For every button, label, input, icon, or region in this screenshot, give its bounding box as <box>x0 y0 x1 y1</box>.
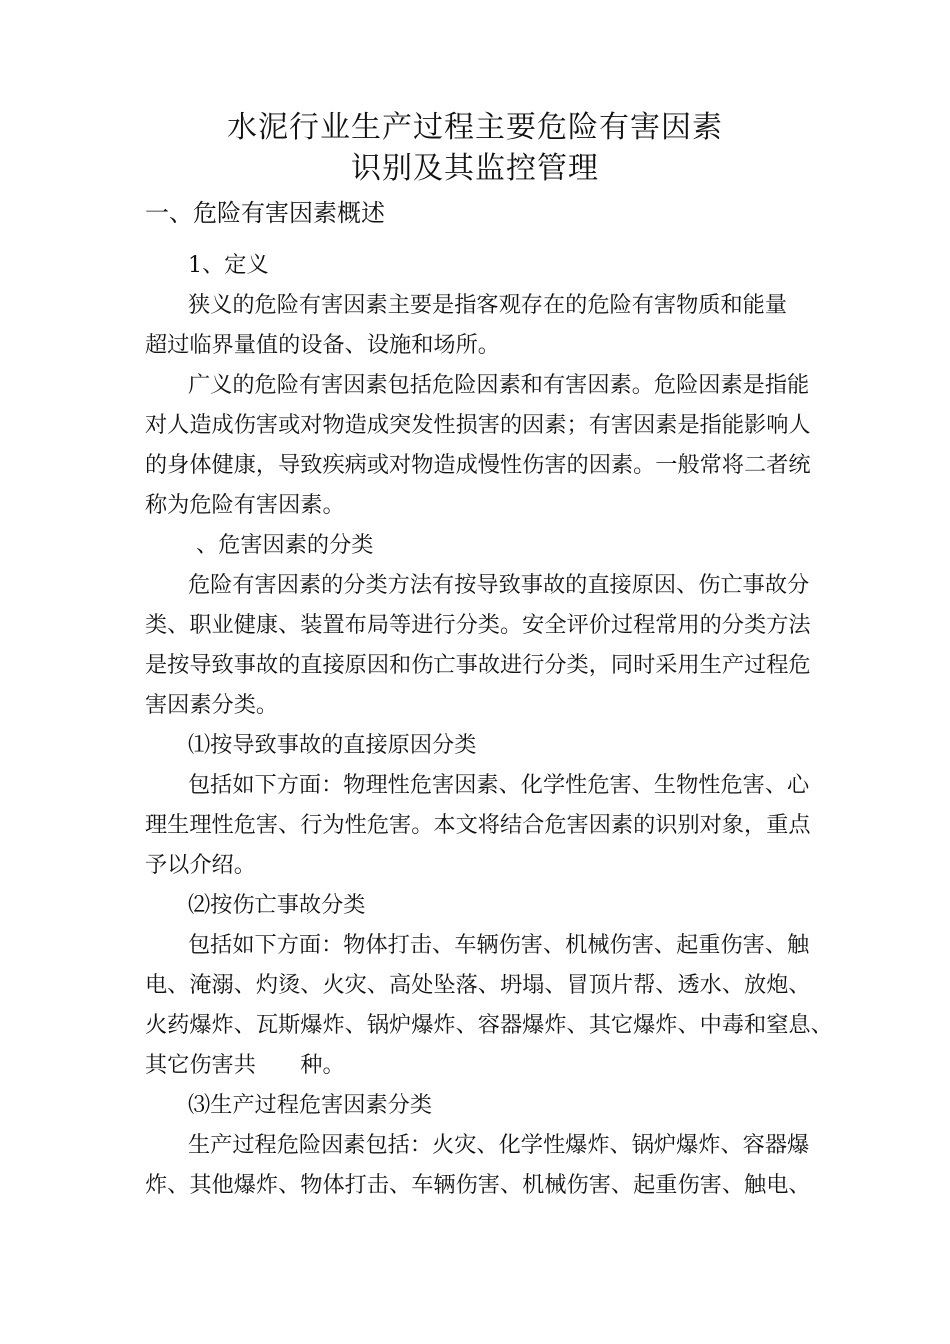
paragraph-line: 炸、其他爆炸、物体打击、车辆伤害、机械伤害、起重伤害、触电、 <box>145 1172 811 1198</box>
paragraph-line: 狭义的危险有害因素主要是指客观存在的危险有害物质和能量 <box>188 292 788 318</box>
paragraph-line: 生产过程危险因素包括：火灾、化学性爆炸、锅炉爆炸、容器爆 <box>188 1132 810 1158</box>
paragraph-line: 包括如下方面：物理性危害因素、化学性危害、生物性危害、心 <box>188 772 810 798</box>
paragraph-line: 包括如下方面：物体打击、车辆伤害、机械伤害、起重伤害、触 <box>188 932 810 958</box>
paragraph-line: 理生理性危害、行为性危害。本文将结合危害因素的识别对象，重点 <box>145 812 811 838</box>
document-title-line-2: 识别及其监控管理 <box>351 151 599 186</box>
paragraph-line: 其它伤害共 种。 <box>145 1052 345 1078</box>
paragraph-line: 电、淹溺、灼烫、火灾、高处坠落、坍塌、冒顶片帮、透水、放炮、 <box>145 972 811 998</box>
paragraph-line: 超过临界量值的设备、设施和场所。 <box>145 332 500 358</box>
item-heading-direct-cause: ⑴按导致事故的直接原因分类 <box>188 732 477 758</box>
subheading-classification: 、危害因素的分类 <box>196 532 374 558</box>
paragraph-line: 的身体健康，导致疾病或对物造成慢性伤害的因素。一般常将二者统 <box>145 452 811 478</box>
paragraph-line: 害因素分类。 <box>145 692 279 718</box>
item-heading-casualty: ⑵按伤亡事故分类 <box>188 892 366 918</box>
item-heading-production-process: ⑶生产过程危害因素分类 <box>188 1092 433 1118</box>
paragraph-line: 予以介绍。 <box>145 852 256 878</box>
paragraph-line: 火药爆炸、瓦斯爆炸、锅炉爆炸、容器爆炸、其它爆炸、中毒和窒息、 <box>145 1012 833 1038</box>
paragraph-line: 称为危险有害因素。 <box>145 492 345 518</box>
paragraph-line: 对人造成伤害或对物造成突发性损害的因素；有害因素是指能影响人 <box>145 412 811 438</box>
paragraph-line: 广义的危险有害因素包括危险因素和有害因素。危险因素是指能 <box>188 372 810 398</box>
document-title-line-1: 水泥行业生产过程主要危险有害因素 <box>227 110 723 145</box>
paragraph-line: 是按导致事故的直接原因和伤亡事故进行分类，同时采用生产过程危 <box>145 652 811 678</box>
section-heading-overview: 一、危险有害因素概述 <box>145 199 385 227</box>
paragraph-line: 类、职业健康、装置布局等进行分类。安全评价过程常用的分类方法 <box>145 612 811 638</box>
subheading-definition: 1、定义 <box>188 252 269 278</box>
paragraph-line: 危险有害因素的分类方法有按导致事故的直接原因、伤亡事故分 <box>188 572 810 598</box>
